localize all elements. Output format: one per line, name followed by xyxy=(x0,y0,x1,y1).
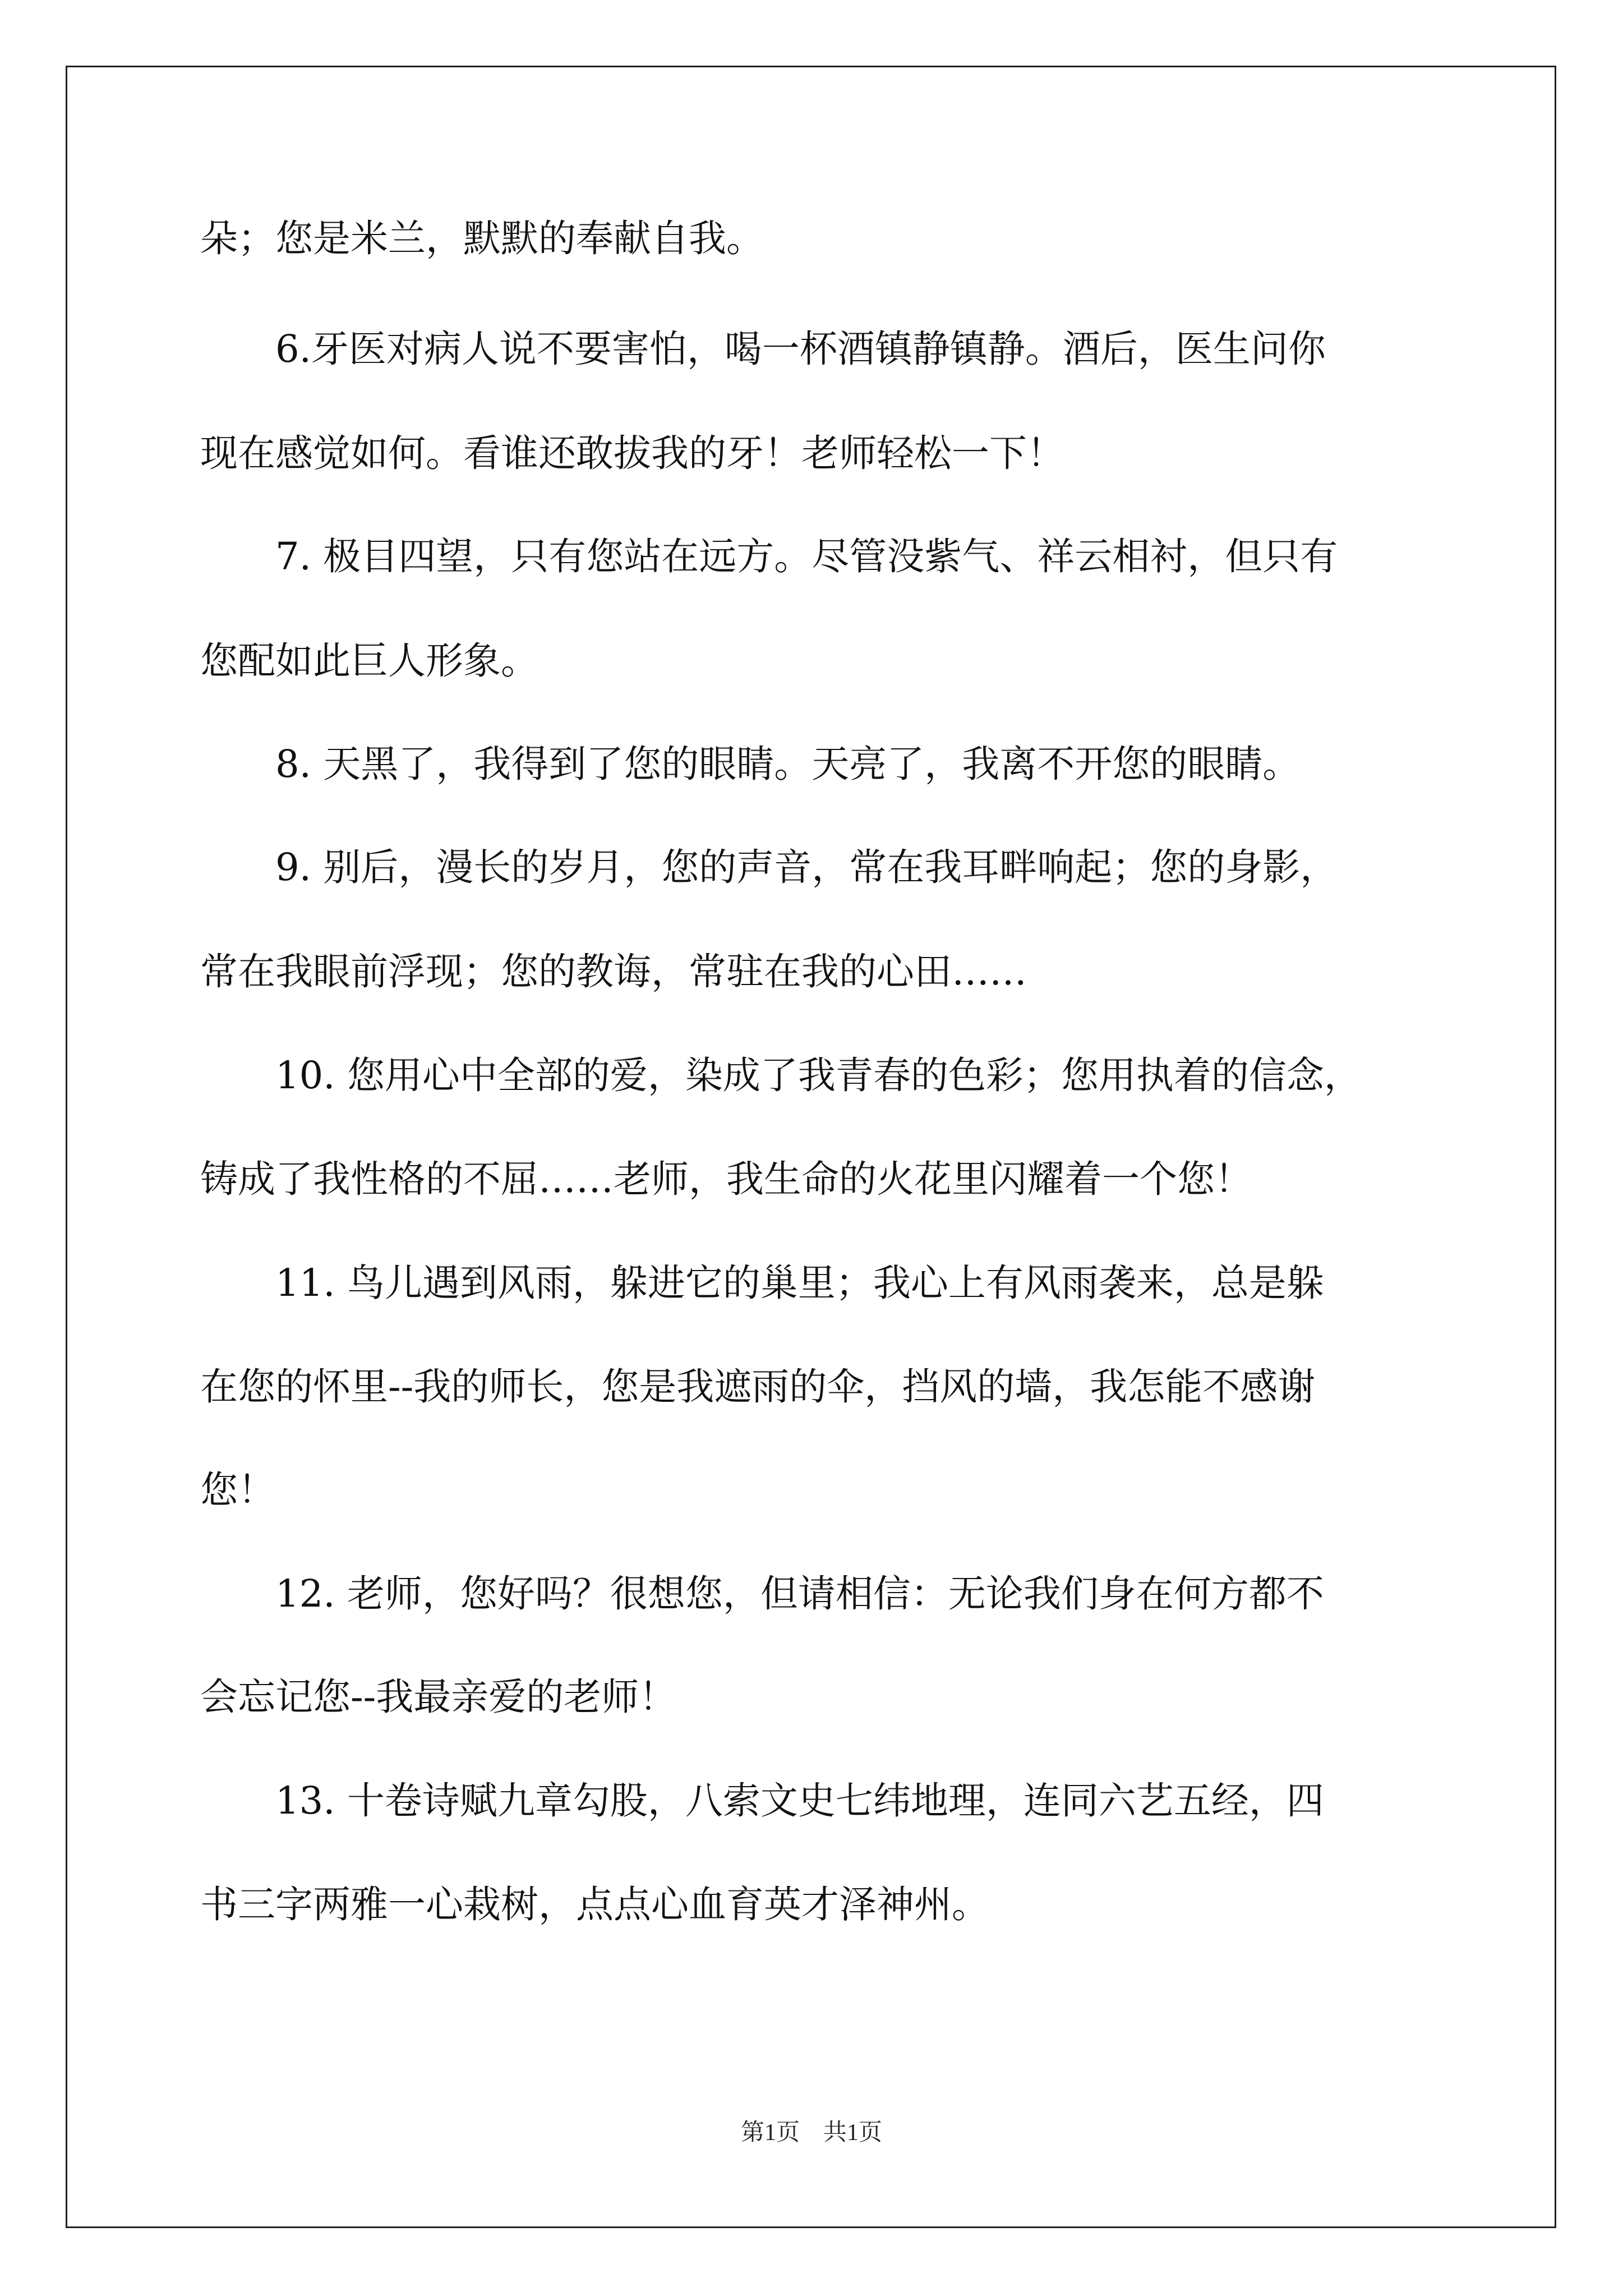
text-line: 12. 老师，您好吗？很想您，但请相信：无论我们身在何方都不 xyxy=(275,1572,1324,1616)
text-line: 书三字两雅一心栽树，点点心血育英才泽神州。 xyxy=(200,1883,989,1926)
text-line: 6.牙医对病人说不要害怕，喝一杯酒镇静镇静。酒后，医生问你 xyxy=(275,327,1326,371)
text-line: 铸成了我性格的不屈……老师，我生命的火花里闪耀着一个您！ xyxy=(200,1157,1252,1201)
text-line: 会忘记您--我最亲爱的老师！ xyxy=(200,1675,677,1719)
text-line: 现在感觉如何。看谁还敢拔我的牙！老师轻松一下！ xyxy=(200,431,1064,475)
text-line: 11. 鸟儿遇到风雨，躲进它的巢里；我心上有风雨袭来，总是躲 xyxy=(275,1261,1324,1305)
text-line: 在您的怀里--我的师长，您是我遮雨的伞，挡风的墙，我怎能不感谢 xyxy=(200,1365,1316,1409)
text-line: 7. 极目四望，只有您站在远方。尽管没紫气、祥云相衬，但只有 xyxy=(275,535,1338,578)
text-line: 13. 十卷诗赋九章勾股，八索文史七纬地理，连同六艺五经，四 xyxy=(275,1779,1324,1823)
text-line: 常在我眼前浮现；您的教诲，常驻在我的心田…… xyxy=(200,950,1027,993)
text-line: 9. 别后，漫长的岁月，您的声音，常在我耳畔响起；您的身影， xyxy=(275,845,1338,889)
text-line: 10. 您用心中全部的爱，染成了我青春的色彩；您用执着的信念， xyxy=(275,1053,1362,1097)
text-line: 8. 天黑了，我得到了您的眼睛。天亮了，我离不开您的眼睛。 xyxy=(275,742,1301,786)
text-line: 朵；您是米兰，默默的奉献自我。 xyxy=(200,217,764,260)
text-line: 您配如此巨人形象。 xyxy=(200,639,538,683)
text-line: 您！ xyxy=(200,1468,275,1512)
page-footer: 第1页 共1页 xyxy=(740,2120,882,2146)
